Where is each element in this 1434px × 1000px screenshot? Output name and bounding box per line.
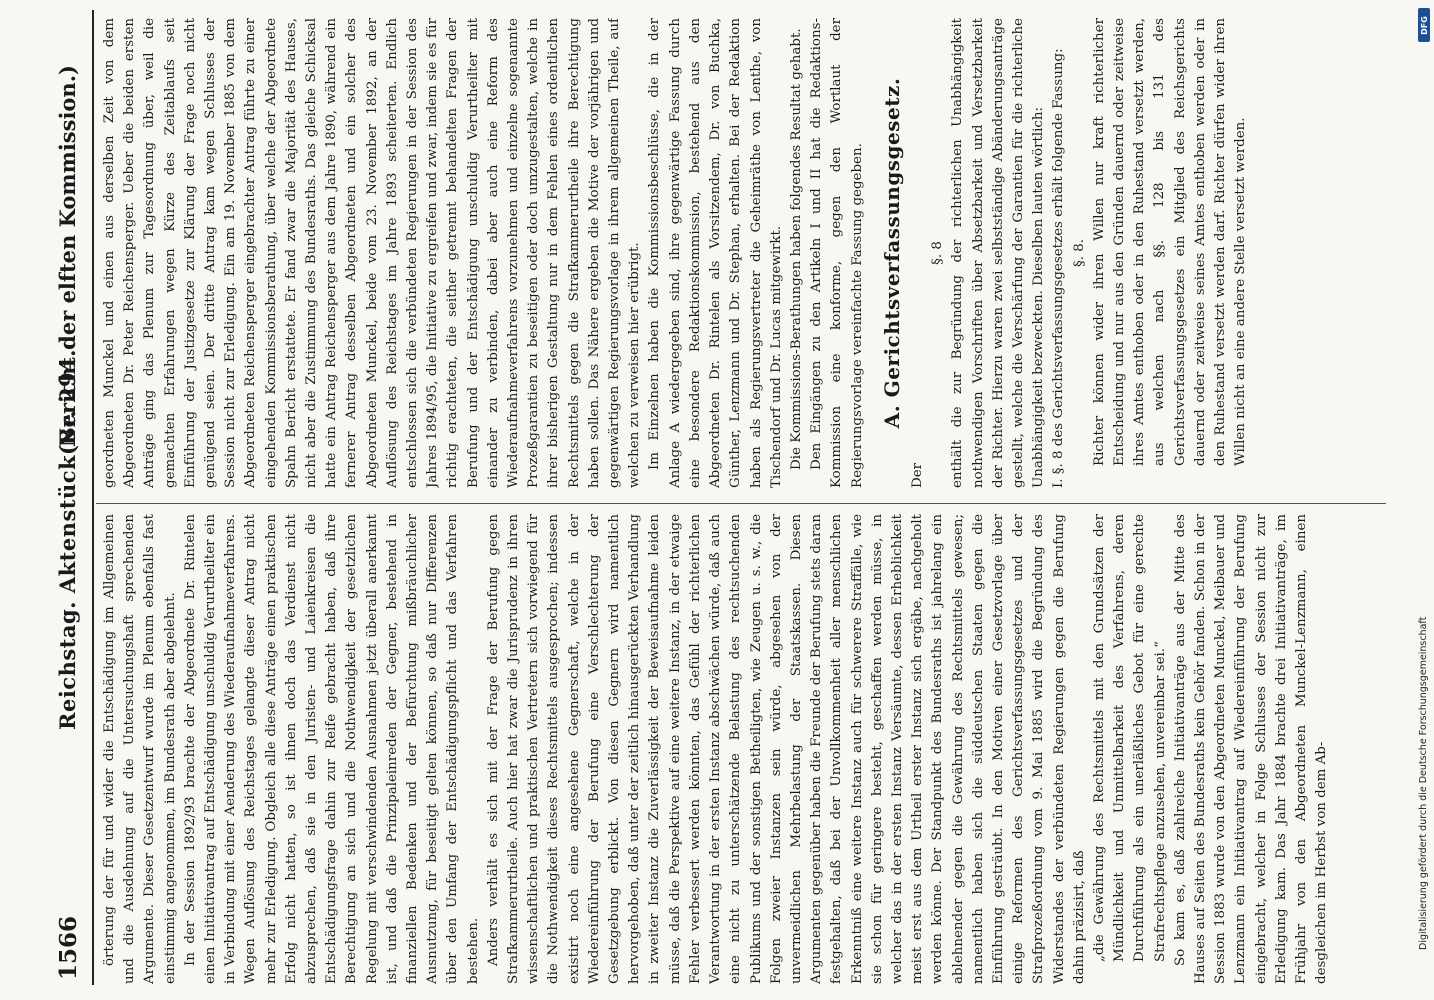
quoted-paragraph: Richter können wider ihren Willen nur kraft richterlicher Entscheidung und nur aus den Gründen dauernd oder zeitweise ihres Amtes enthoben oder in den Ruhestand versetzt werden, aus welchen nach §§. 128 bis 131 des Gerichtsverfassungsgesetzes ein Mitglied des Reichsgerichts dauernd oder zeitweise seines Amtes enthoben werden oder in den Ruhestand versetzt werden darf. Richter dürfen wider ihren Willen nicht an eine andere Stelle versetzt werden.: [1091, 18, 1249, 466]
paragraph: Der: [909, 462, 925, 488]
digitization-credit: [1416, 6, 1432, 994]
header-rule: [92, 10, 94, 985]
dfg-logo-text: DFG: [1419, 15, 1429, 35]
paragraph: enthält die zur Begründung der richterlichen Unabhängigkeit nothwendigen Vorschriften über Absetzbarkeit und Versetzbarkeit der Richter. Hierzu waren zwei selbstständige Abänderungsanträge gestellt, welche die Verschärfung der Garantien für die richterliche Unabhängigkeit bezweckten. Dieselben lauten wörtlich:: [950, 18, 1047, 488]
paragraph: In der Session 1892/93 brachte der Abgeordnete Dr. Rintelen einen Initiativantrag auf Entschädigung unschuldig Verurtheilter ein in Verbindung mit einer Aenderung des Wiederaufnahmeverfahrens. Wegen Auflösung des Reichstages gelangte dieser Antrag nicht mehr zur Erledigung. Obgleich alle diese Anträge einen praktischen Erfolg nicht hatten, so ist ihnen doch das Verdienst nicht abzusprechen, daß sie in den Juristen- und Laienkreisen die Entschädigungsfrage dahin zur Reife gebracht haben, daß ihre Berechtigung an sich und die Nothwendigkeit der gesetzlichen Regelung mit verschwindenden Ausnahmen jetzt überall anerkannt ist, und daß die Prinzipaleinreden der Gegner, bestehend in finanziellen Bedenken und der Befürchtung mißbräuchlicher Ausnutzung, für beseitigt gelten können, so daß nur Differenzen über den Umfang der Entschädigungspflicht und das Verfahren bestehen.: [182, 514, 481, 984]
paragraph: örterung der für und wider die Entschädigung im Allgemeinen und die Ausdehnung auf die Untersuchungshaft sprechenden Argumente. Dieser Gesetzentwurf wurde im Plenum ebenfalls fast einstimmig angenommen, im Bundesrath aber abgelehnt.: [102, 514, 178, 984]
paragraph: So kam es, daß zahlreiche Initiativanträge aus der Mitte des Hauses auf Seiten des Bundesraths kein Gehör fanden. Schon in der Session 1883 wurde von den Abgeordneten Munckel, Meibauer und Lenzmann ein Initiativantrag auf Wiedereinführung der Berufung eingebracht, welcher in Folge Schlusses der Session nicht zur Erledigung kam. Das Jahr 1884 brachte drei Initiativanträge, im Frühjahr von den Abgeordneten Munckel-Lenzmann, einen desgleichen im Herbst von dem Ab-: [1172, 514, 1330, 984]
document-subtitle: (Bericht der elften Kommission.): [55, 65, 80, 455]
quoted-paragraph: „die Gewährung des Rechtsmittels mit den Grundsätzen der Mündlichkeit und Unmittelbarkeit des Verfahrens, deren Durchführung als ein unerläßliches Gebot für eine gerechte Strafrechtspflege anzusehen, unvereinbar sei.“: [1091, 514, 1168, 962]
paragraph: Anders verhält es sich mit der Frage der Berufung gegen Strafkammerurtheile. Auch hier hat zwar die Jurisprudenz in ihren wissenschaftlichen und praktischen Vertretern sich vorwiegend für die Nothwendigkeit dieses Rechtsmittels ausgesprochen; indessen existirt noch eine angesehene Gegnerschaft, welche in der Wiedereinführung der Berufung eine Verschlechterung der Gesetzgebung erblickt. Von diesen Gegnern wird namentlich hervorgehoben, daß unter der zeitlich hinausgerückten Verhandlung in zweiter Instanz die Zuverlässigkeit der Beweisaufnahme leiden müsse, daß die Perspektive auf eine weitere Instanz, in der etwaige Fehler verbessert werden könnten, das Gefühl der richterlichen Verantwortung in der ersten Instanz abschwächen würde, daß auch eine nicht zu unterschätzende Belastung des rechtsuchenden Publikums und der sonstigen Betheiligten, wie Zeugen u. s. w., die Folgen zweier Instanzen sein würde, abgesehen von der unvermeidlichen Mehrbelastung der Staatskassen. Diesen Argumenten gegenüber haben die Freunde der Berufung stets daran festgehalten, daß bei der Unvollkommenheit aller menschlichen Erkenntniß eine weitere Instanz auch für schwerere Straffälle, wie sie schon für geringere besteht, geschaffen werden müsse, in welcher das in der ersten Instanz Versäumte, dessen Erheblichkeit meist erst aus dem Urtheil erster Instanz sich ergäbe, nachgeholt werden könne. Der Standpunkt des Bundesraths ist jahrelang ein ablehnender gegen die Gewährung des Rechtsmittels gewesen; namentlich haben sich die süddeutschen Staaten gegen die Einführung gesträubt. In den Motiven einer Gesetzvorlage über einige Reformen des Gerichtsverfassungsgesetzes und der Strafprozeßordnung vom 9. Mai 1885 wird die Begründung des Widerstandes der verbündeten Regierungen gegen die Berufung dahin präzisirt, daß: [485, 514, 1087, 984]
left-column: [100, 514, 1390, 984]
paragraph: I. §. 8 des Gerichtsverfassungsgesetzes erhält folgende Fassung:: [1051, 48, 1067, 488]
paragraph: geordneten Munckel und einen aus derselben Zeit von dem Abgeordneten Dr. Peter Reichensperger. Ueber die beiden ersten Anträge ging das Plenum zur Tagesordnung über, weil die gemachten Erfahrungen wegen Kürze des Zeitablaufs seit Einführung der Justizgesetze zur Klärung der Frage noch nicht genügend seien. Der dritte Antrag kam wegen Schlusses der Session nicht zur Erledigung. Ein am 19. November 1885 von dem Abgeordneten Reichensperger eingebrachter Antrag führte zu einer eingehenden Kommissionsberathung, über welche der Abgeordnete Spahn Bericht erstattete. Er fand zwar die Majorität des Hauses, nicht aber die Zustimmung des Bundesraths. Das gleiche Schicksal hatte ein Antrag Reichensperger aus dem Jahre 1890, während ein fernerer Antrag desselben Abgeordneten und ein solcher des Abgeordneten Munckel, beide vom 23. November 1892, an der Auflösung des Reichstages im Jahre 1893 scheiterten. Endlich entschlossen sich die verbündeten Regierungen in der Session des Jahres 1894/95, die Initiative zu ergreifen und zwar, indem sie es für richtig erachteten, die seither getrennt behandelten Fragen der Berufung und der Entschädigung unschuldig Verurtheilter mit einander zu verbinden, dabei aber auch eine Reform des Wiederaufnahmeverfahrens vorzunehmen und einzelne sogenannte Prozeßgarantien zu beseitigen oder doch umzugestalten, welche in ihrer bisherigen Gestaltung nur in dem Fehlen eines ordentlichen Rechtsmittels gegen die Strafkammerurtheile ihre Berechtigung haben sollen. Das Nähere ergeben die Motive der vorjährigen und gegenwärtigen Regierungsvorlage in ihrem allgemeinen Theile, auf welchen zu verweisen hier erübrigt.: [102, 18, 643, 488]
paragraph: Die Kommissions-Berathungen haben folgendes Resultat gehabt.: [788, 28, 804, 470]
page-number: 1566: [55, 915, 82, 980]
section-heading: A. Gerichtsverfassungsgesetz.: [879, 77, 904, 429]
document-title: Reichstag. Aktenstück Nr. 294.: [55, 349, 80, 730]
paragraph: Im Einzelnen haben die Kommissionsbeschlüsse, die in der Anlage A wiedergegeben sind, ihre gegenwärtige Fassung durch eine besondere Redaktionskommission, bestehend aus den Abgeordneten Dr. Rintelen als Vorsitzendem, Dr. von Buchka, Günther, Lenzmann und Dr. Stephan, erhalten. Bei der Redaktion haben als Regierungsvertreter die Geheimräthe von Lenthe, von Tischendorf und Dr. Lucas mitgewirkt.: [647, 18, 784, 488]
paragraph: Den Eingängen zu den Artikeln I und II hat die Redaktions-Kommission eine konforme, gegen den Wortlaut der Regierungsvorlage vereinfachte Fassung gegeben.: [809, 18, 865, 488]
right-column: [100, 18, 1390, 488]
page-header: [55, 15, 95, 980]
column-divider: [96, 503, 1386, 504]
section-marker: §. 8.: [1071, 239, 1087, 267]
section-marker: §. 8: [930, 241, 946, 265]
credit-text: Digitalisierung gefördert durch die Deutsche Forschungsgemeinschaft: [1418, 616, 1429, 950]
